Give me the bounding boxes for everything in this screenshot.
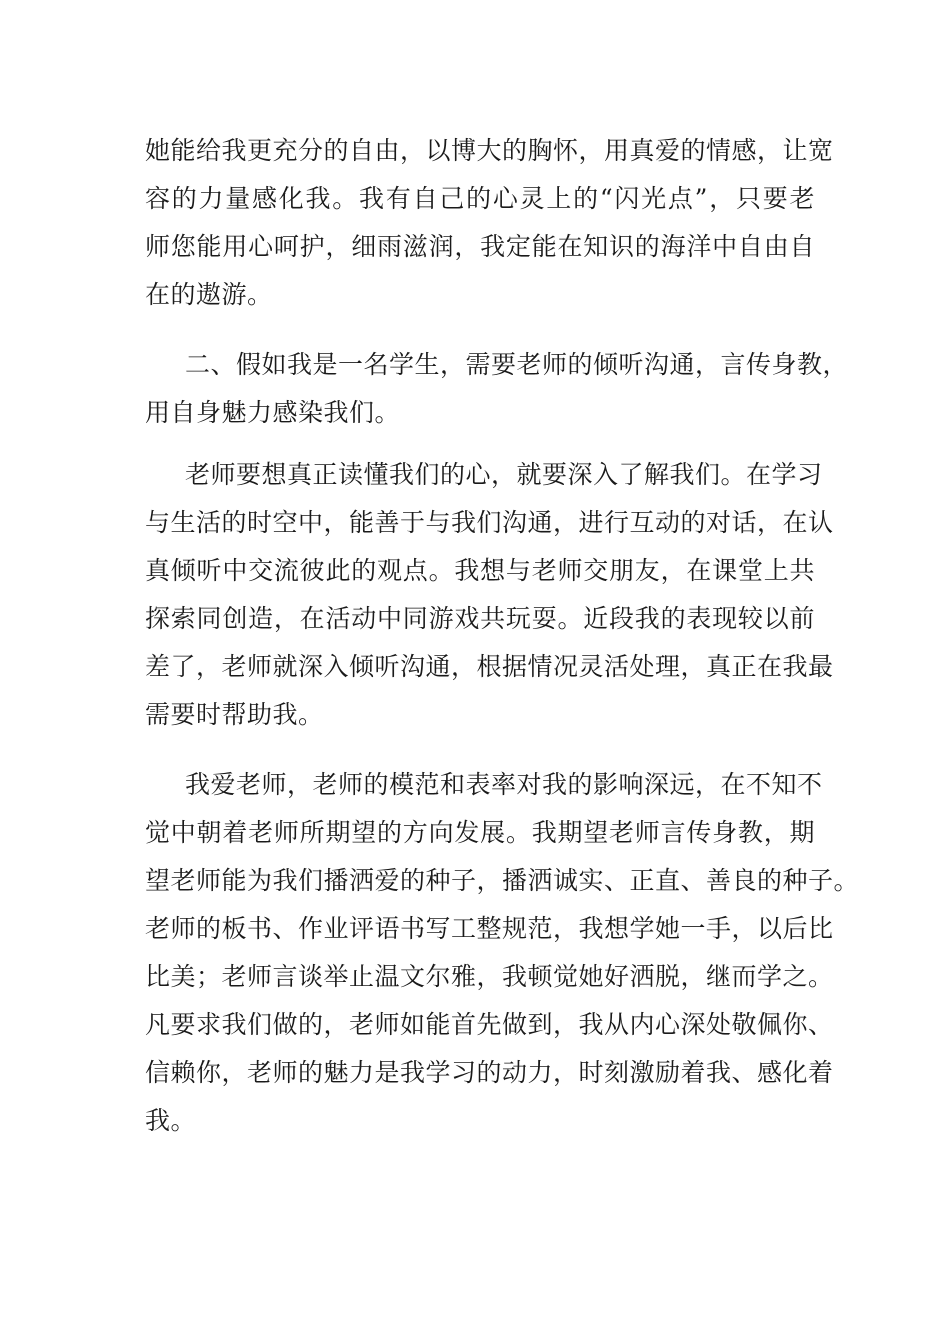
paragraph-1 <box>145 127 834 319</box>
text-line: 觉中朝着老师所期望的方向发展。我期望老师言传身教，期 <box>145 818 815 847</box>
text-line: 她能给我更充分的自由，以博大的胸怀，用真爱的情感，让宽 <box>145 136 834 165</box>
text-line: 老师的板书、作业评语书写工整规范，我想学她一手，以后比 <box>145 914 834 943</box>
text-line: 望老师能为我们播洒爱的种子，播洒诚实、正直、善良的种子。 <box>145 866 860 895</box>
text-line: 真倾听中交流彼此的观点。我想与老师交朋友，在课堂上共 <box>145 556 815 585</box>
text-line: 需要时帮助我。 <box>145 700 324 729</box>
paragraph-2-heading <box>145 341 849 437</box>
text-line: 我。 <box>145 1106 197 1135</box>
text-line: 差了，老师就深入倾听沟通，根据情况灵活处理，真正在我最 <box>145 652 834 681</box>
text-line: 我爱老师，老师的模范和表率对我的影响深远，在不知不 <box>185 770 823 799</box>
text-line: 容的力量感化我。我有自己的心灵上的“闪光点”，只要老 <box>145 184 815 213</box>
text-line: 探索同创造，在活动中同游戏共玩耍。近段我的表现较以前 <box>145 604 815 633</box>
text-line: 用自身魅力感染我们。 <box>145 398 401 427</box>
text-line: 在的遨游。 <box>145 280 273 309</box>
text-line: 比美；老师言谈举止温文尔雅，我顿觉她好洒脱，继而学之。 <box>145 962 834 991</box>
text-line: 老师要想真正读懂我们的心，就要深入了解我们。在学习 <box>185 460 823 489</box>
text-line: 与生活的时空中，能善于与我们沟通，进行互动的对话，在认 <box>145 508 834 537</box>
text-line: 师您能用心呵护，细雨滋润，我定能在知识的海洋中自由自 <box>145 232 815 261</box>
text-line: 二、假如我是一名学生，需要老师的倾听沟通，言传身教， <box>185 350 849 379</box>
paragraph-3 <box>145 451 834 739</box>
text-line: 凡要求我们做的，老师如能首先做到，我从内心深处敬佩你、 <box>145 1010 834 1039</box>
text-line: 信赖你，老师的魅力是我学习的动力，时刻激励着我、感化着 <box>145 1058 834 1087</box>
paragraph-4 <box>145 761 860 1145</box>
